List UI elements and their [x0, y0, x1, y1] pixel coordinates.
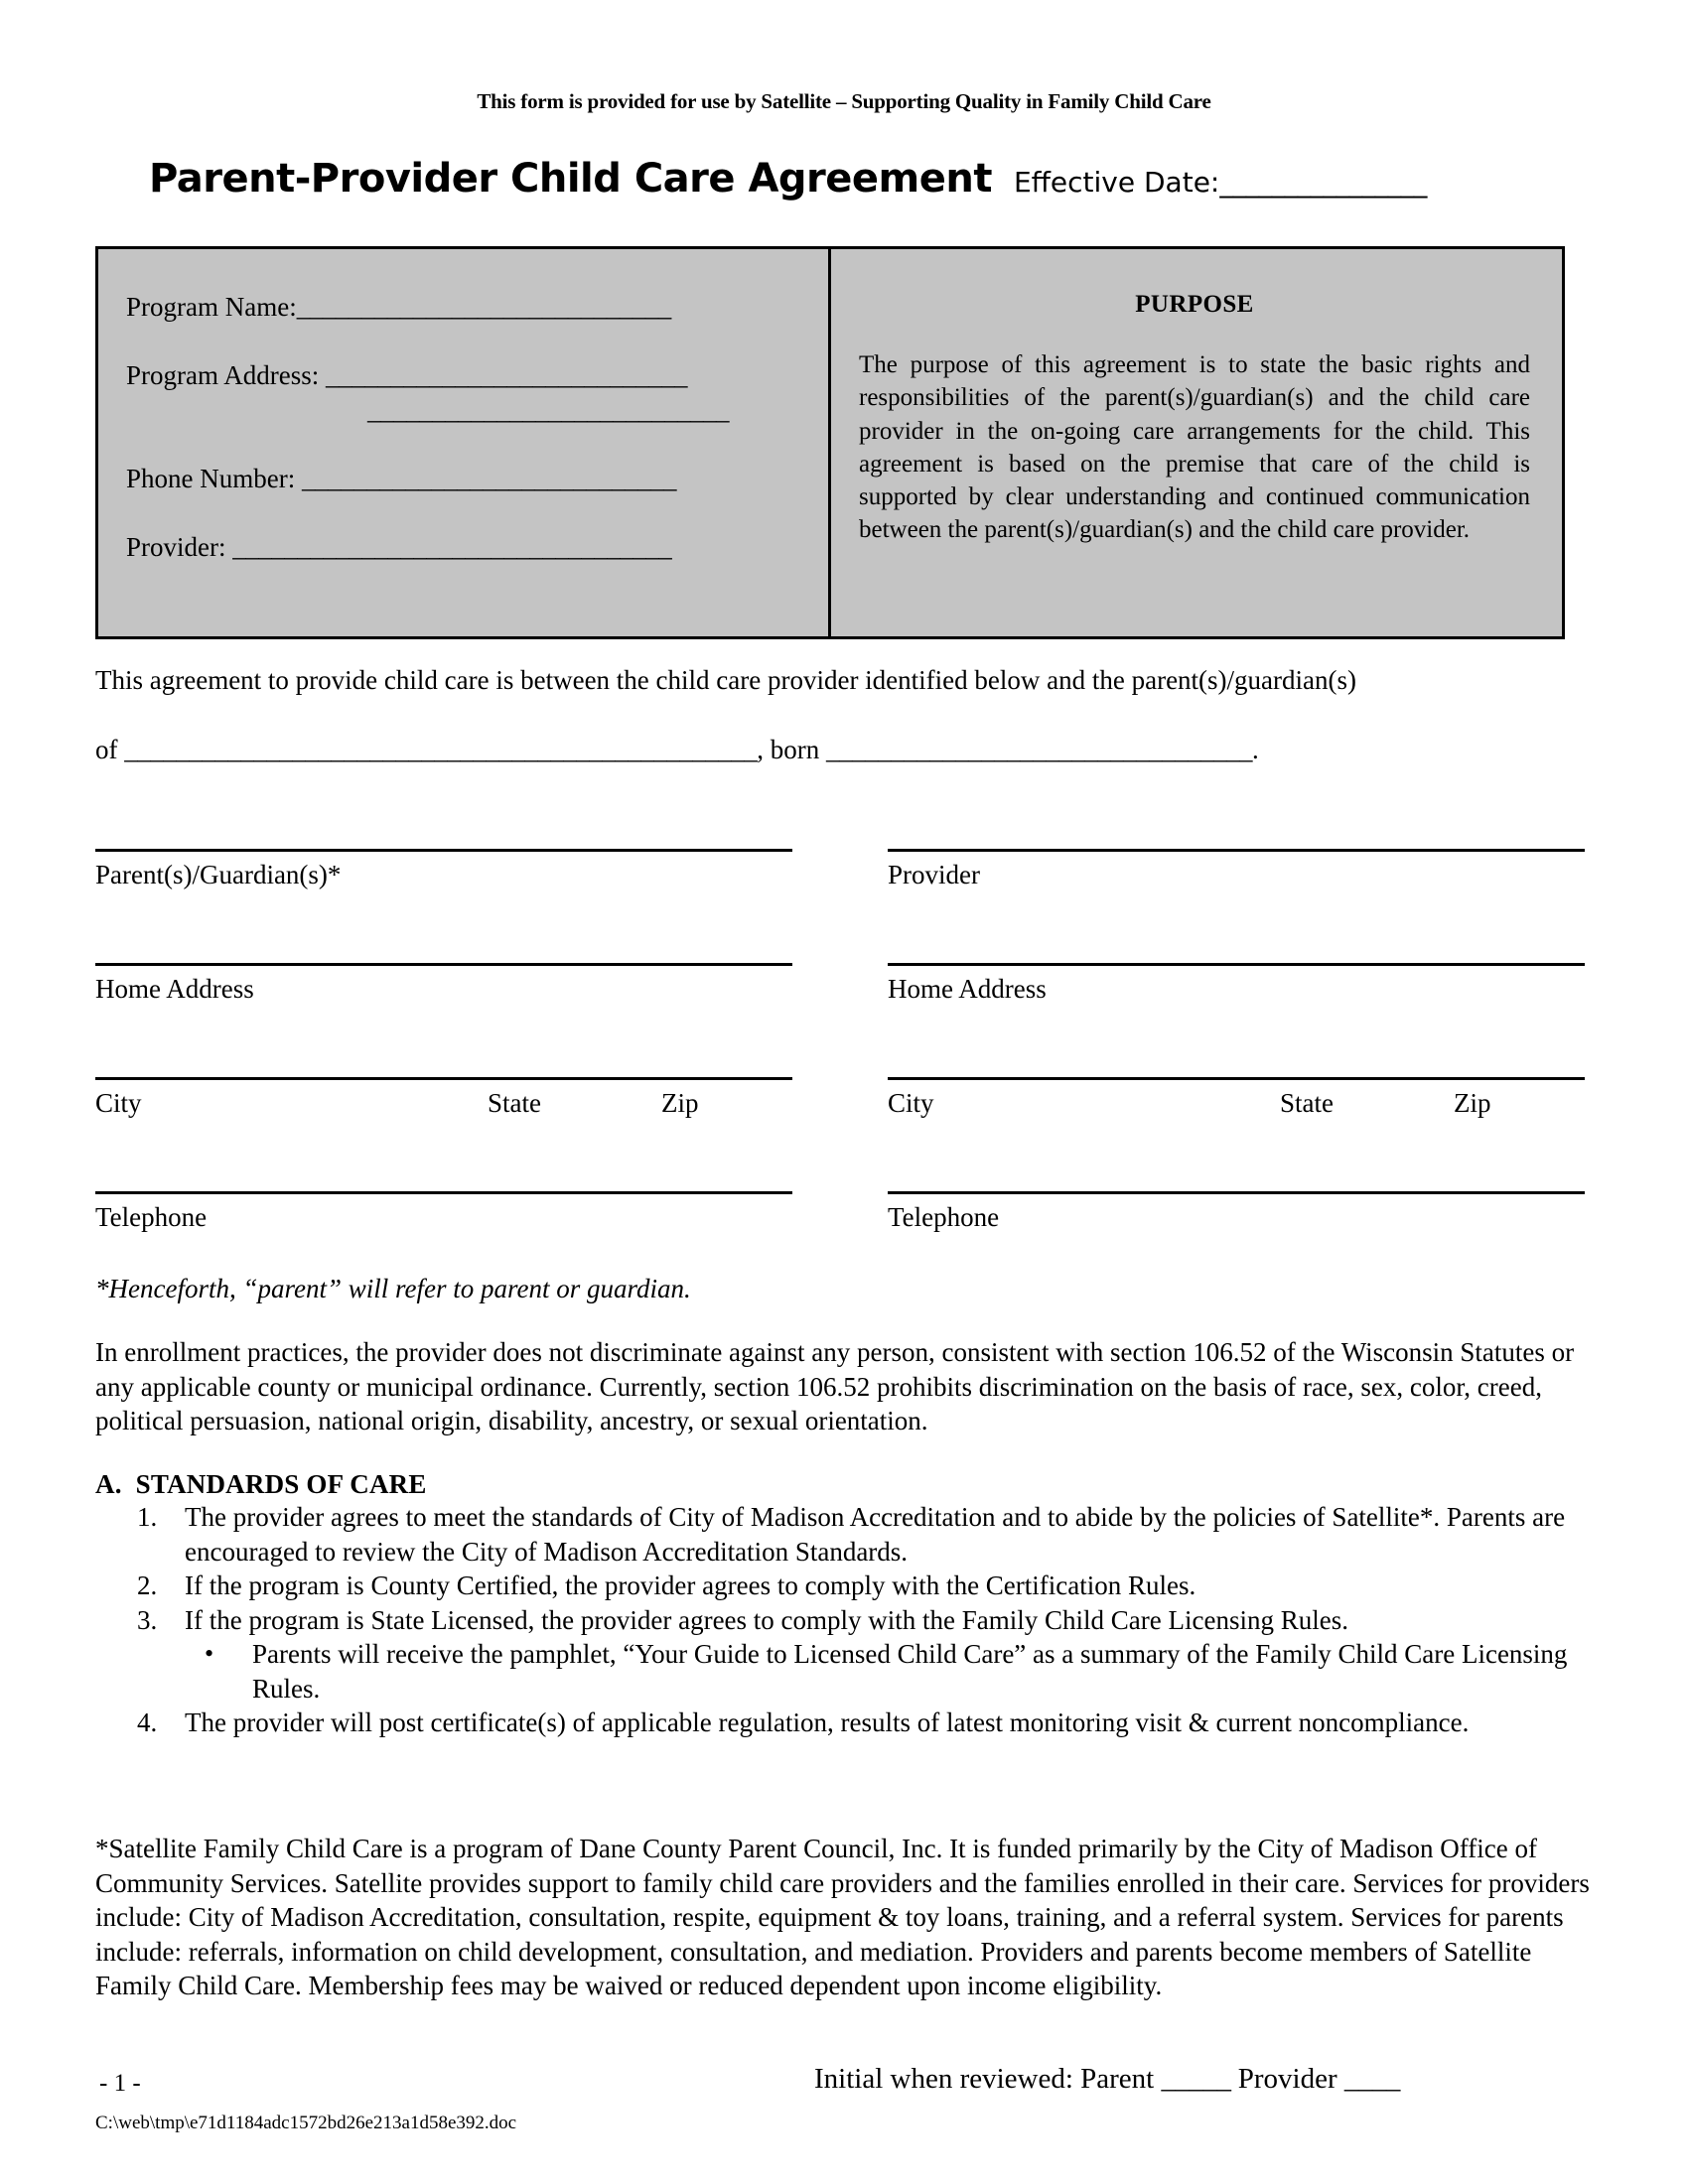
child-name-blank[interactable]: _________________________________________________: [124, 735, 758, 764]
signature-row-name: [95, 849, 1585, 888]
provider-signature-label-wrap: [888, 852, 1585, 888]
program-address-blank-2[interactable]: ____________________________: [367, 395, 729, 425]
signature-row-address: [95, 963, 1585, 1003]
purpose-heading: PURPOSE: [1135, 291, 1254, 318]
of-label: of: [95, 735, 118, 764]
parent-signature-label-wrap: [95, 852, 792, 888]
provider-telephone-col: [888, 1191, 1585, 1231]
purpose-cell: [831, 249, 1562, 636]
program-info-table: [95, 246, 1565, 639]
program-info-cell: [98, 249, 831, 636]
provider-telephone-label-wrap: [888, 1194, 1585, 1231]
provider-address-col: [888, 963, 1585, 1003]
effective-date-label: Effective Date:: [1013, 166, 1220, 199]
list-item: [95, 1603, 1595, 1638]
parent-address-label-wrap: [95, 966, 792, 1003]
parent-state-label: State: [488, 1088, 541, 1118]
provider-zip-label: Zip: [1454, 1088, 1491, 1118]
provider-city-label: City: [888, 1088, 934, 1118]
item-text: The provider will post certificate(s) of applicable regulation, results of latest monitoring visit & current noncompliance.: [185, 1707, 1470, 1738]
program-name-label: Program Name:: [126, 292, 297, 322]
henceforth-note: *Henceforth, “parent” will refer to parent or guardian.: [95, 1274, 691, 1303]
list-item: [95, 1637, 1595, 1706]
standards-list: [95, 1500, 1595, 1637]
section-a-letter: A.: [95, 1469, 122, 1499]
file-path: C:\web\tmp\e71d1184adc1572bd26e213a1d58e392.doc: [95, 2113, 517, 2133]
born-label: , born: [757, 735, 820, 764]
section-standards-of-care: [95, 1469, 1595, 1740]
enrollment-nondiscrimination-paragraph: In enrollment practices, the provider does not discriminate against any person, consistent with section 106.52 of the Wisconsin Statutes or any applicable county or municipal ordinance. Currently, section 106.52 prohibits discrimination on the basis of race, sex, color, creed, political persuasion, national origin, disability, ancestry, or sexual orientation.: [95, 1337, 1575, 1436]
initial-label: Initial when reviewed: Parent: [814, 2063, 1155, 2095]
parent-telephone-col: [95, 1191, 792, 1231]
item-number: 4.: [137, 1707, 158, 1738]
bullet-icon: •: [205, 1639, 214, 1669]
purpose-body: The purpose of this agreement is to state the basic rights and responsibilities of the parent(s)/guardian(s) and the child care provider in the on-going care arrangements for the child. This agreement is based on the premise that care of the child is supported by clear understanding and continued communication between the parent(s)/guardian(s) and the child care provider.: [859, 351, 1530, 544]
satellite-footnote-paragraph: *Satellite Family Child Care is a program of Dane County Parent Council, Inc. It is funded primarily by the City of Madison Office of Community Services. Satellite provides support to family child care providers and the families enrolled in their care. Services for providers include: City of Madison Accreditation, consultation, respite, equipment & toy loans, training, and a referral system. Services for parents include: referrals, information on child development, consultation, and mediation. Providers and parents become members of Satellite Family Child Care. Membership fees may be waived or reduced dependent upon income eligibility.: [95, 1834, 1590, 2001]
list-item: [95, 1706, 1595, 1740]
page-number: - 1 -: [99, 2070, 141, 2097]
item-number: 1.: [137, 1502, 158, 1532]
list-item: [95, 1500, 1595, 1569]
provider-signature-col: [888, 849, 1585, 888]
spacer-3: [95, 1117, 1585, 1191]
provider-address-label: Home Address: [888, 974, 1047, 1004]
provider-field: [126, 534, 828, 561]
provider-city-col: [888, 1077, 1585, 1117]
child-name-line: [95, 735, 1605, 765]
initial-provider-blank[interactable]: ____: [1343, 2063, 1400, 2095]
page-title: Parent-Provider Child Care Agreement: [149, 156, 992, 202]
signature-row-city: [95, 1077, 1585, 1117]
item-text: If the program is County Certified, the provider agrees to comply with the Certification Rules.: [185, 1570, 1196, 1601]
item-text: The provider agrees to meet the standards of City of Madison Accreditation and to abide by the policies of Satellite*. Parents are encouraged to review the City of Madison Accreditation Standards.: [185, 1502, 1566, 1567]
parent-city-label: City: [95, 1088, 142, 1118]
parent-telephone-label-wrap: [95, 1194, 792, 1231]
initial-provider-label: Provider: [1237, 2063, 1337, 2095]
parent-city-label-wrap: [95, 1080, 792, 1117]
parent-signature-col: [95, 849, 792, 888]
phone-number-blank[interactable]: _____________________________: [301, 464, 676, 493]
item-text: If the program is State Licensed, the provider agrees to comply with the Family Child Care Licensing Rules.: [185, 1604, 1348, 1635]
provider-blank[interactable]: __________________________________: [232, 532, 672, 562]
parent-address-label: Home Address: [95, 974, 254, 1004]
standards-list-continued: [95, 1706, 1595, 1740]
parent-zip-label: Zip: [661, 1088, 699, 1118]
program-name-blank[interactable]: _____________________________: [296, 292, 671, 322]
provided-by-line: This form is provided for use by Satellite – Supporting Quality in Family Child Care: [477, 89, 1211, 113]
bullet-text: Parents will receive the pamphlet, “Your Guide to Licensed Child Care” as a summary of the Family Child Care Licensing Rules.: [252, 1639, 1568, 1704]
provider-telephone-label: Telephone: [888, 1202, 1000, 1232]
item-number: 3.: [137, 1604, 158, 1635]
parent-telephone-label: Telephone: [95, 1202, 208, 1232]
end-period: .: [1252, 735, 1259, 764]
parent-city-col: [95, 1077, 792, 1117]
program-address-blank[interactable]: ____________________________: [325, 360, 687, 390]
section-a-heading: [95, 1469, 1595, 1500]
agreement-between-text: This agreement to provide child care is between the child care provider identified below and the parent(s)/guardian(s): [95, 665, 1357, 695]
provider-signature-label: Provider: [888, 860, 980, 889]
title-row: [149, 156, 1427, 202]
item-number: 2.: [137, 1570, 158, 1601]
provider-city-label-wrap: [888, 1080, 1585, 1117]
program-name-field: [126, 294, 828, 321]
initial-parent-blank[interactable]: _____: [1161, 2063, 1231, 2095]
phone-number-label: Phone Number:: [126, 464, 296, 493]
provider-label: Provider:: [126, 532, 226, 562]
program-address-label: Program Address:: [126, 360, 320, 390]
effective-date-blank[interactable]: ________________: [1219, 166, 1427, 199]
standards-sub-bullets: [95, 1637, 1595, 1706]
provider-state-label: State: [1280, 1088, 1334, 1118]
birth-date-blank[interactable]: _________________________________: [826, 735, 1252, 764]
signature-row-telephone: [95, 1191, 1585, 1231]
parent-signature-label: Parent(s)/Guardian(s)*: [95, 860, 342, 889]
spacer-2: [95, 1003, 1585, 1077]
list-item: [95, 1569, 1595, 1603]
signature-grid: [95, 849, 1585, 1231]
program-address-field: [126, 362, 828, 389]
initial-when-reviewed-line: [814, 2063, 1400, 2096]
parent-address-col: [95, 963, 792, 1003]
spacer-1: [95, 888, 1585, 963]
provider-address-label-wrap: [888, 966, 1585, 1003]
program-address-field-line2: [126, 397, 828, 424]
phone-number-field: [126, 466, 828, 492]
section-a-title: STANDARDS OF CARE: [135, 1469, 427, 1499]
